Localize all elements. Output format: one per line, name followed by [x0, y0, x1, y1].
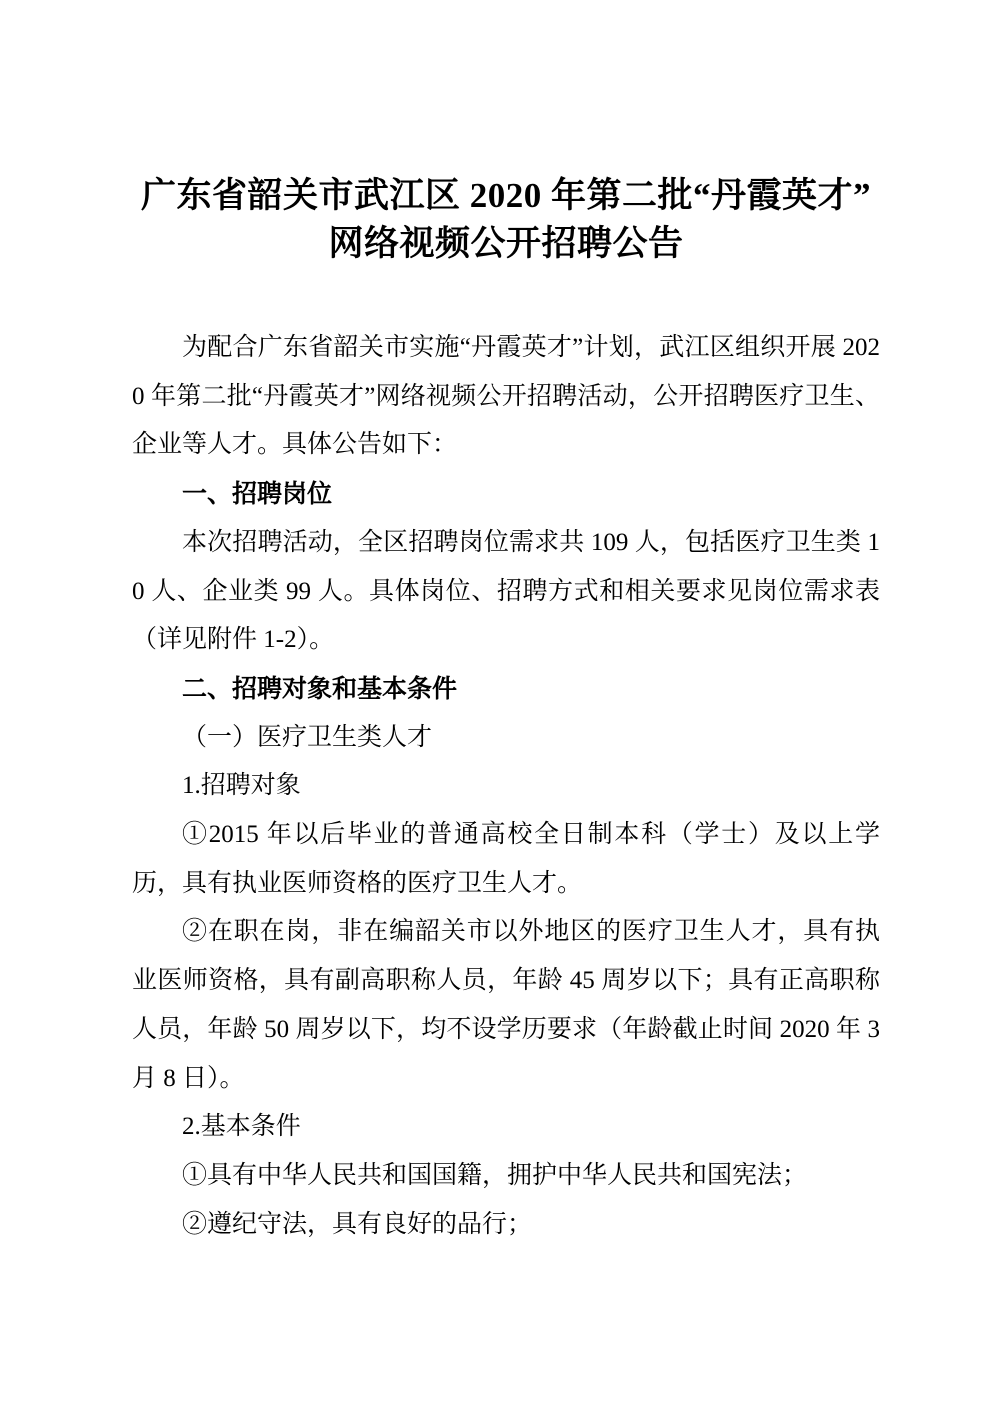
basic-conditions-item: 2.基本条件 [182, 1113, 301, 1141]
document-title [132, 0, 880, 268]
document-content [132, 0, 880, 1249]
document-body [132, 324, 880, 1249]
basic-condition-1-paragraph: ①具有中华人民共和国国籍，拥护中华人民共和国宪法； [182, 1161, 808, 1189]
section-2-1-subheading: （一）医疗卫生类人才 [182, 723, 433, 751]
document-title-line1: 广东省韶关市武江区 2020 年第二批“丹霞英才” [140, 176, 871, 215]
section-2-heading: 二、招聘对象和基本条件 [182, 674, 458, 703]
document-title-line2: 网络视频公开招聘公告 [328, 224, 684, 263]
basic-condition-2-paragraph: ②遵纪守法，具有良好的品行； [182, 1210, 533, 1238]
target-condition-1-paragraph: ①2015 年以后毕业的普通高校全日制本科（学士）及以上学历，具有执业医师资格的医疗卫生人才。 [132, 821, 880, 897]
section-1-paragraph: 本次招聘活动，全区招聘岗位需求共 109 人，包括医疗卫生类 10 人、企业类 99 人。具体岗位、招聘方式和相关要求见岗位需求表（详见附件 1-2）。 [132, 528, 880, 654]
section-1-heading: 一、招聘岗位 [182, 480, 333, 509]
recruitment-targets-item: 1.招聘对象 [182, 772, 301, 800]
intro-paragraph: 为配合广东省韶关市实施“丹霞英才”计划，武江区组织开展 2020 年第二批“丹霞英才”网络视频公开招聘活动，公开招聘医疗卫生、企业等人才。具体公告如下： [132, 334, 880, 459]
target-condition-2-paragraph: ②在职在岗，非在编韶关市以外地区的医疗卫生人才，具有执业医师资格，具有副高职称人员，年龄 45 周岁以下；具有正高职称人员，年龄 50 周岁以下，均不设学历要求（年龄截止时间 2020 年 3 月 8 日）。 [132, 918, 880, 1092]
